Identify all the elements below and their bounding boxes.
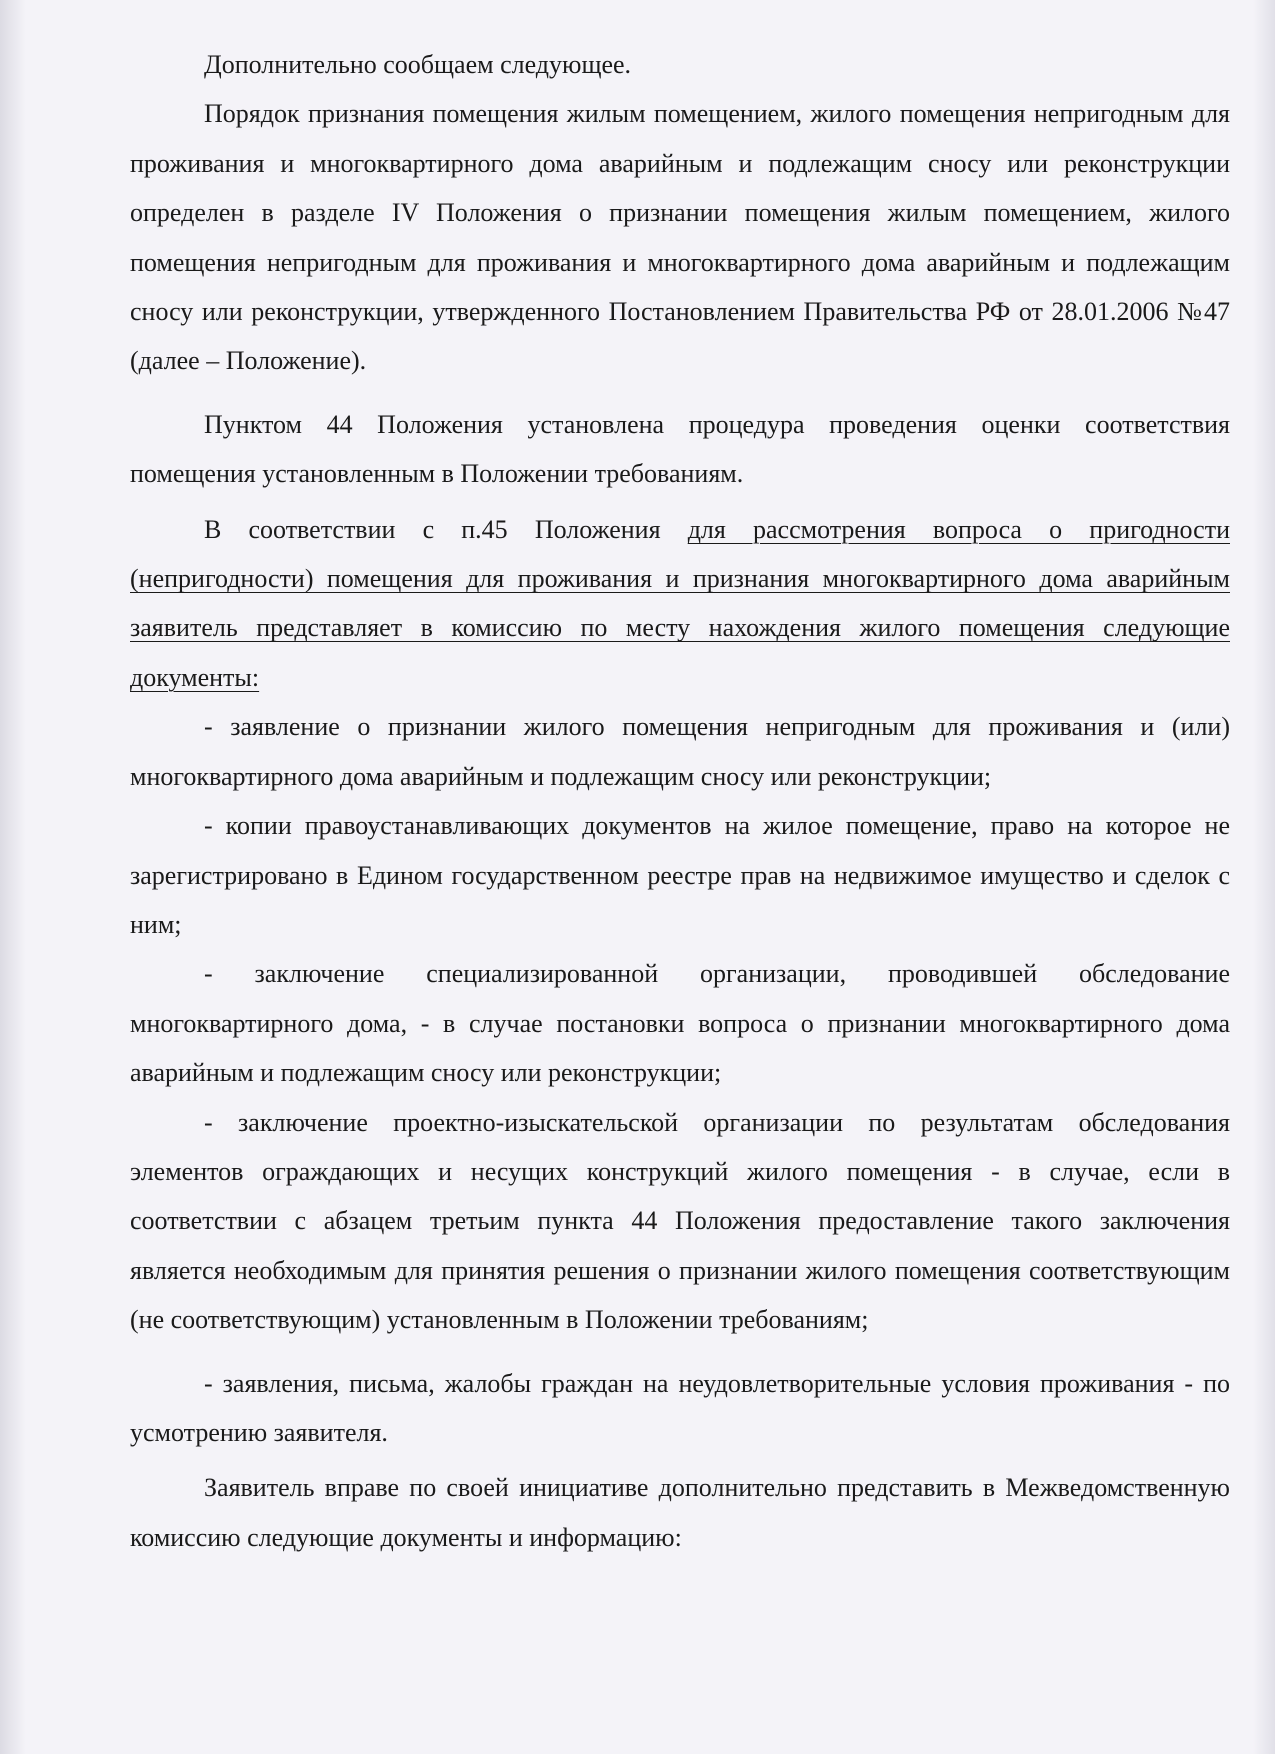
- intro-line: Дополнительно сообщаем следующее.: [204, 50, 632, 79]
- list-item-application: - заявление о признании жилого помещения непригодным для проживания и (или) многоквартирного дома аварийным и подлежащим сносу или реконструкции;: [130, 712, 1230, 791]
- scan-shadow-right: [1253, 0, 1275, 1754]
- paragraph-procedure: Порядок признания помещения жилым помещением, жилого помещения непригодным для проживания и многоквартирного дома аварийным и подлежащим сносу или реконструкции определен в разделе IV Положения о признании помещения жилым помещением, жилого помещения непригодным для проживания и многоквартирного дома аварийным и подлежащим сносу или реконструкции, утвержденного Постановлением Правительства РФ от 28.01.2006 №47 (далее – Положение).: [130, 99, 1230, 376]
- list-item-design-conclusion: - заключение проектно-изыскательской организации по результатам обследования элементов ограждающих и несущих конструкций жилого помещения - в случае, если в соответствии с абзацем третьим пункта 44 Положения предоставление такого заключения является необходимым для принятия решения о признании жилого помещения соответствующим (не соответствующим) установленным в Положении требованиям;: [130, 1107, 1230, 1335]
- document-body: [130, 40, 1230, 1562]
- point-45-lead: В соответствии с п.45 Положения: [204, 514, 688, 544]
- paragraph-point-44: Пунктом 44 Положения установлена процедура проведения оценки соответствия помещения установленным в Положении требованиям.: [130, 409, 1230, 489]
- point-45-underlined-text: для рассмотрения вопроса о пригодности (непригодности) помещения для проживания и признания многоквартирного дома аварийным заявитель представляет в комиссию по месту нахождения жилого помещения следующие документы:: [130, 514, 1230, 692]
- list-item-title-documents: - копии правоустанавливающих документов на жилое помещение, право на которое не зарегистрировано в Едином государственном реестре прав на недвижимое имущество и сделок с ним;: [130, 811, 1230, 939]
- paragraph-point-45: [130, 505, 1230, 703]
- scan-shadow-left: [0, 0, 26, 1754]
- list-item-complaints: - заявления, письма, жалобы граждан на неудовлетворительные условия проживания - по усмотрению заявителя.: [130, 1368, 1230, 1447]
- list-item-specialized-conclusion: - заключение специализированной организации, проводившей обследование многоквартирного дома, - в случае постановки вопроса о признании многоквартирного дома аварийным и подлежащим сносу или реконструкции;: [130, 959, 1230, 1088]
- closing-paragraph: Заявитель вправе по своей инициативе дополнительно представить в Межведомственную комиссию следующие документы и информацию:: [130, 1473, 1230, 1552]
